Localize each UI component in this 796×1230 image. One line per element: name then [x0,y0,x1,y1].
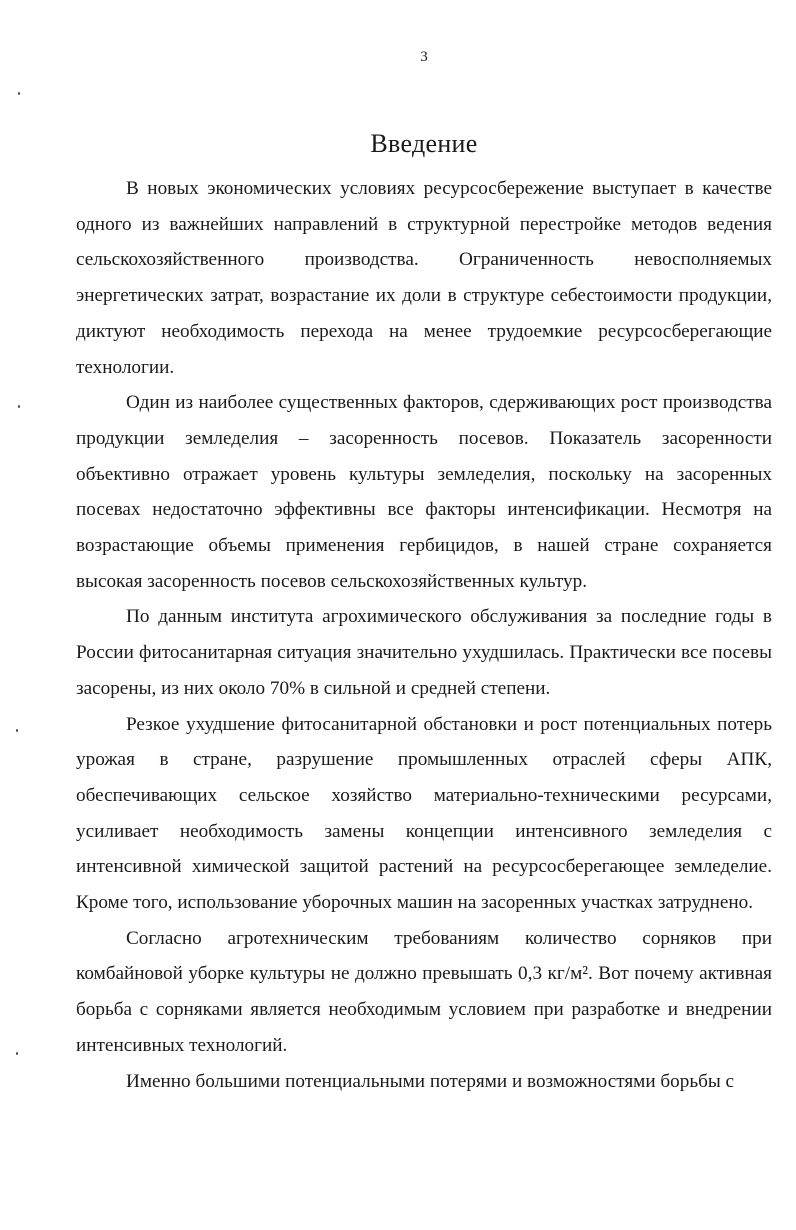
scan-speck [16,1052,18,1055]
paragraph-5: Согласно агротехническим требованиям количество сорняков при комбайновой уборке культуры не должно превышать 0,3 кг/м². Вот почему активная борьба с сорняками является необходимым условием при разработке и внедрении интенсивных технологий. [76,927,772,1056]
paragraph-1: В новых экономических условиях ресурсосбережение выступает в качестве одного из важнейших направлений в структурной перестройке методов ведения сельскохозяйственного производства. Ограниченность невосполняемых энергетических затрат, возрастание их доли в структуре себестоимости продукции, диктуют необходимость перехода на менее трудоемкие ресурсосберегающие технологии. [76,178,772,378]
body-text [76,171,772,1099]
scan-speck [16,729,18,732]
page-number: 3 [420,49,428,65]
scan-speck [18,405,20,408]
paragraph-6: Именно большими потенциальными потерями и возможностями борьбы с [126,1070,735,1092]
scan-speck [18,92,20,95]
paragraph-4: Резкое ухудшение фитосанитарной обстановки и рост потенциальных потерь урожая в стране, разрушение промышленных отраслей сферы АПК, обеспечивающих сельское хозяйство материально-техническими ресурсами, усиливает необходимость замены концепции интенсивного земледелия с интенсивной химической защитой растений на ресурсосберегающее земледелие. Кроме того, использование уборочных машин на засоренных участках затруднено. [76,713,772,914]
page-title: Введение [370,129,478,158]
paragraph-2: Один из наиболее существенных факторов, сдерживающих рост производства продукции земледелия – засоренность посевов. Показатель засоренности объективно отражает уровень культуры земледелия, поскольку на засоренных посевах недостаточно эффективны все факторы интенсификации. Несмотря на возрастающие объемы применения гербицидов, в нашей стране сохраняется высокая засоренность посевов сельскохозяйственных культур. [76,392,772,592]
paragraph-3: По данным института агрохимического обслуживания за последние годы в России фитосанитарная ситуация значительно ухудшилась. Практически все посевы засорены, из них около 70% в сильной и средней степени. [76,606,772,699]
